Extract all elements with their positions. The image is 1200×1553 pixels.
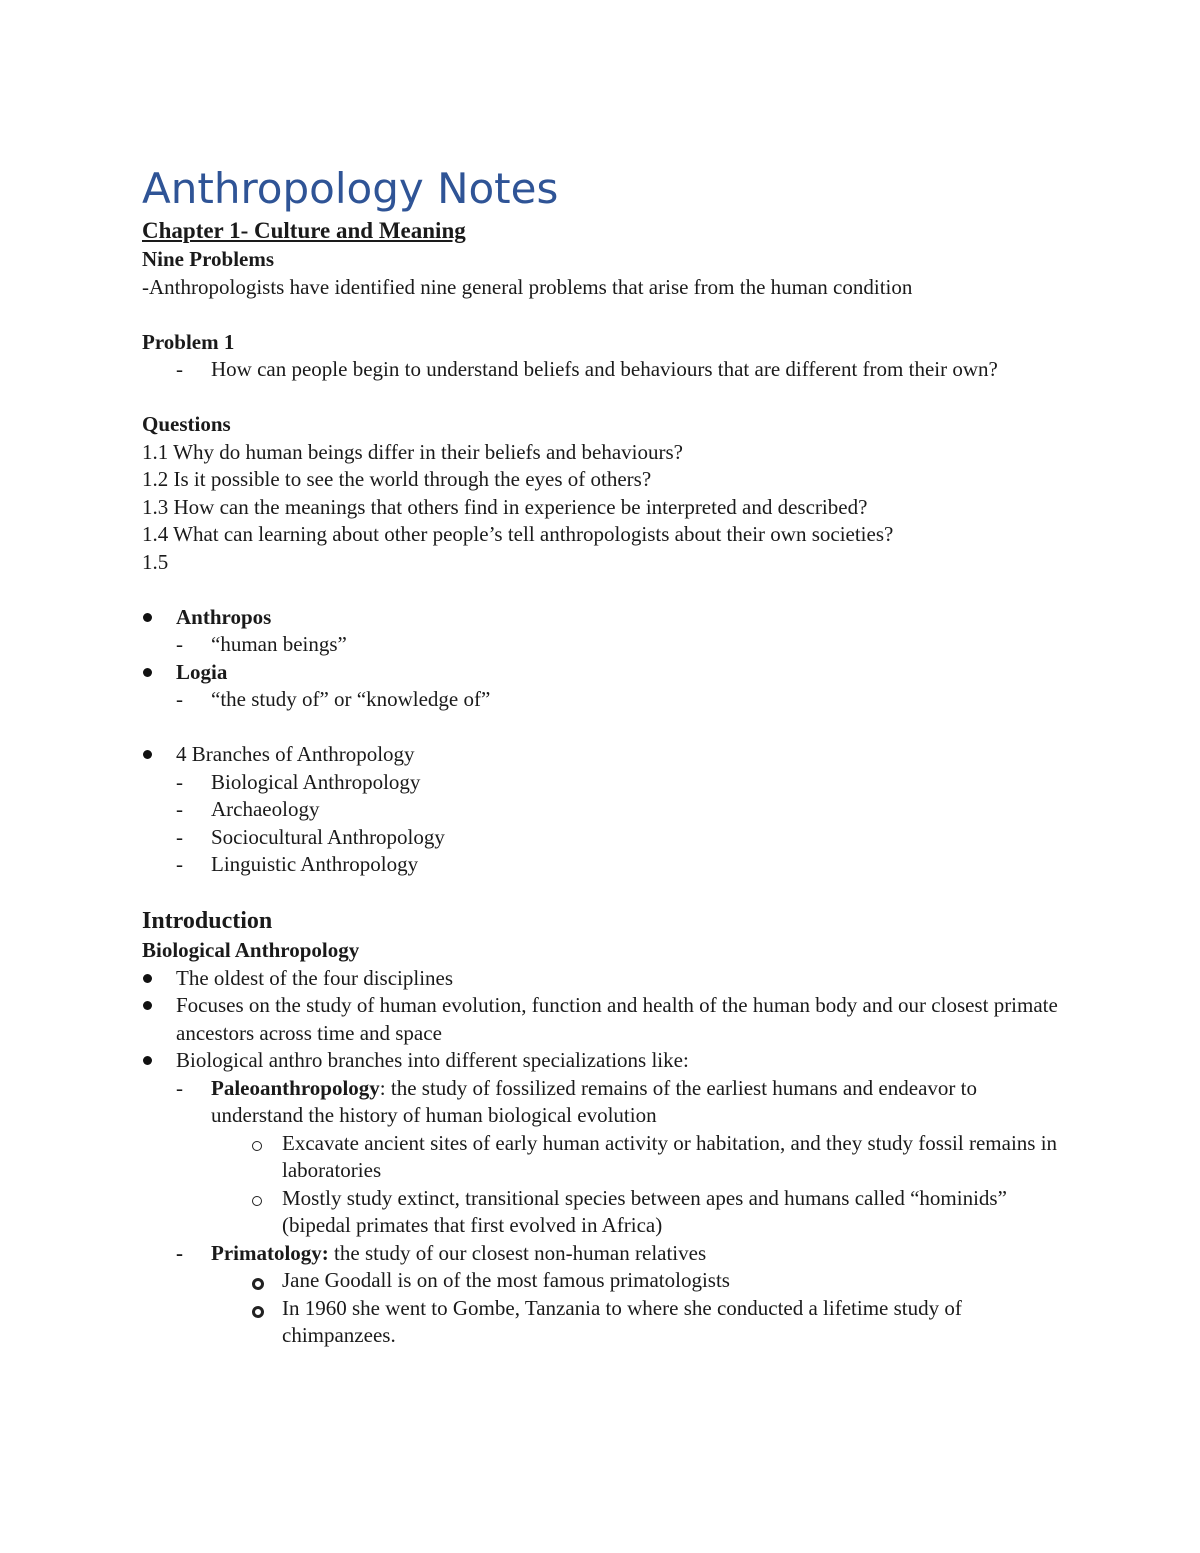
- branches-list: [142, 741, 1062, 879]
- list-item: [142, 1075, 1062, 1130]
- dash-marker: -: [176, 824, 183, 849]
- question-item: 1.3 How can the meanings that others find in experience be interpreted and described?: [142, 494, 868, 519]
- question-item: 1.2 Is it possible to see the world through the eyes of others?: [142, 467, 652, 491]
- document-title: Anthropology Notes: [142, 164, 559, 213]
- circle-bullet-icon: [252, 1141, 262, 1151]
- list-item: [142, 604, 1062, 632]
- introduction-list: [142, 965, 1062, 1350]
- primatology-term: Primatology:: [211, 1240, 329, 1265]
- problem1-list: [142, 356, 1062, 384]
- document-page: [142, 160, 1062, 1350]
- term-meaning: “the study of” or “knowledge of”: [211, 687, 491, 711]
- primatology-sub-item: Jane Goodall is on of the most famous primatologists: [282, 1268, 730, 1292]
- list-item: [142, 1267, 1062, 1295]
- paleo-sub-item: Mostly study extinct, transitional species between apes and humans called “hominids” (bipedal primates that first evolved in Africa): [282, 1185, 1007, 1237]
- nine-problems-text: -Anthropologists have identified nine general problems that arise from the human condition: [142, 274, 913, 299]
- list-item: [142, 992, 1062, 1047]
- list-item: [142, 1295, 1062, 1350]
- dash-marker: -: [176, 769, 183, 794]
- chapter-heading: Chapter 1- Culture and Meaning: [142, 218, 466, 243]
- dash-marker: -: [176, 797, 183, 821]
- list-item: [142, 356, 1062, 384]
- bullet-icon: [143, 668, 152, 677]
- list-item: [142, 769, 1062, 797]
- list-item: [142, 796, 1062, 824]
- intro-bullet: Biological anthro branches into different specializations like:: [176, 1048, 689, 1072]
- list-item: [142, 741, 1062, 769]
- list-item: [142, 965, 1062, 993]
- dash-marker: -: [176, 852, 183, 876]
- branch-item: Biological Anthropology: [211, 769, 421, 794]
- list-item: [142, 686, 1062, 714]
- list-item: [142, 1047, 1062, 1075]
- problem1-heading: Problem 1: [142, 329, 235, 354]
- nine-problems-heading: Nine Problems: [142, 247, 275, 271]
- branches-heading: 4 Branches of Anthropology: [176, 742, 415, 766]
- question-item: 1.5: [142, 549, 169, 574]
- intro-bullet: The oldest of the four disciplines: [176, 965, 454, 990]
- list-item: [142, 824, 1062, 852]
- dash-marker: -: [176, 1240, 183, 1265]
- paleoanthropology-definition: : the study of fossilized remains of the earliest humans and endeavor to understand the history of human biological evolution: [211, 1075, 977, 1127]
- dash-marker: -: [176, 687, 183, 711]
- intro-bullet: Focuses on the study of human evolution, function and health of the human body and our closest primate ancestors across time and space: [176, 993, 1058, 1045]
- branch-item: Sociocultural Anthropology: [211, 824, 445, 849]
- primatology-sub-item: In 1960 she went to Gombe, Tanzania to where she conducted a lifetime study of chimpanzees.: [282, 1295, 962, 1347]
- list-item: [142, 851, 1062, 879]
- paleoanthropology-term: Paleoanthropology: [211, 1075, 380, 1100]
- bullet-icon: [143, 1056, 152, 1065]
- dash-marker: -: [176, 357, 183, 381]
- circle-bullet-icon: [252, 1306, 264, 1318]
- branch-item: Archaeology: [211, 797, 320, 821]
- list-item: [142, 1240, 1062, 1268]
- list-item: [142, 1185, 1062, 1240]
- branch-item: Linguistic Anthropology: [211, 852, 419, 876]
- questions-heading: Questions: [142, 412, 231, 436]
- term-meaning: “human beings”: [211, 632, 347, 656]
- circle-bullet-icon: [252, 1278, 264, 1290]
- problem1-item: How can people begin to understand beliefs and behaviours that are different from their own?: [211, 357, 998, 381]
- dash-marker: -: [176, 632, 183, 656]
- list-item: [142, 631, 1062, 659]
- dash-marker: -: [176, 1075, 183, 1100]
- question-item: 1.1 Why do human beings differ in their beliefs and behaviours?: [142, 439, 684, 464]
- primatology-definition: the study of our closest non-human relatives: [328, 1240, 707, 1265]
- term-label: Logia: [176, 659, 228, 684]
- terms-list: [142, 604, 1062, 714]
- question-item: 1.4 What can learning about other people’s tell anthropologists about their own societies?: [142, 522, 894, 546]
- term-label: Anthropos: [176, 604, 272, 629]
- bullet-icon: [143, 974, 152, 983]
- introduction-heading: Introduction: [142, 908, 273, 934]
- bullet-icon: [143, 750, 152, 759]
- list-item: [142, 1130, 1062, 1185]
- circle-bullet-icon: [252, 1196, 262, 1206]
- paleo-sub-item: Excavate ancient sites of early human activity or habitation, and they study fossil remains in laboratories: [282, 1130, 1058, 1182]
- bullet-icon: [143, 613, 152, 622]
- list-item: [142, 659, 1062, 687]
- bullet-icon: [143, 1001, 152, 1010]
- biological-anthropology-heading: Biological Anthropology: [142, 938, 360, 962]
